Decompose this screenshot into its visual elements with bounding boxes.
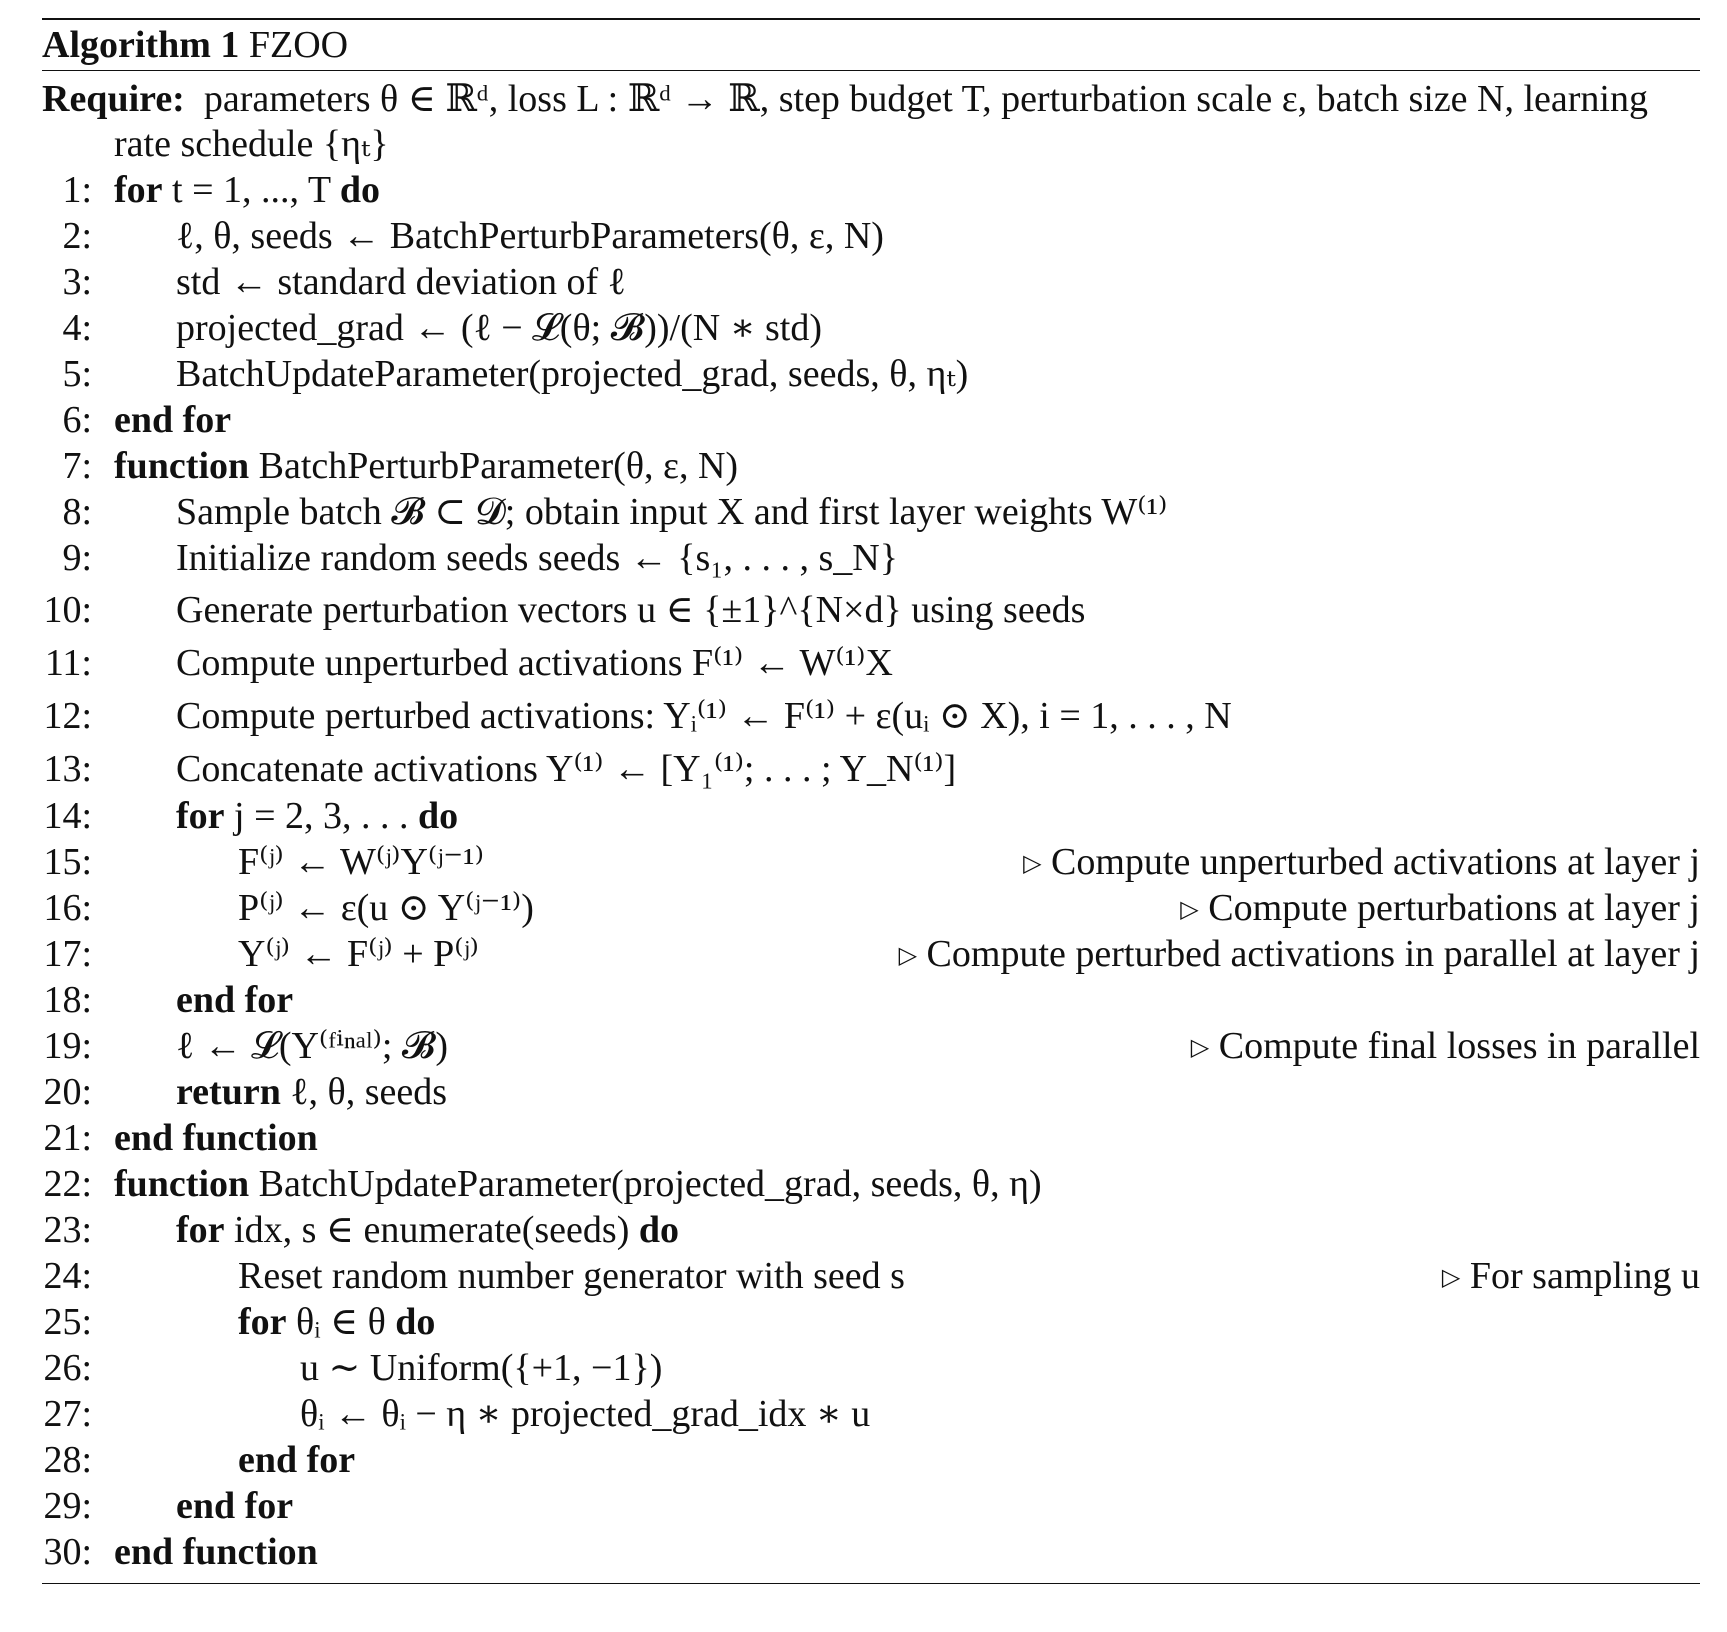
- algorithm-line: [42, 1391, 1700, 1437]
- algorithm-line: [42, 305, 1700, 351]
- line-body: std ← standard deviation of ℓ: [176, 261, 626, 303]
- line-body: projected_grad ← (ℓ − 𝓛(θ; 𝓑))/(N ∗ std): [176, 307, 823, 349]
- keyword: do: [395, 1301, 436, 1343]
- line-number: 5:: [62, 353, 92, 395]
- algorithm-label: Algorithm 1: [42, 24, 240, 66]
- line-body: for θᵢ ∈ θ do: [238, 1301, 436, 1343]
- line-number: 23:: [43, 1209, 92, 1251]
- algorithm-line: [42, 839, 1700, 885]
- algorithm-lines: [42, 167, 1700, 1575]
- line-body: θᵢ ← θᵢ − η ∗ projected_grad_idx ∗ u: [300, 1393, 871, 1435]
- keyword: end for: [114, 399, 232, 441]
- line-body: [114, 397, 231, 443]
- algorithm-line: [42, 443, 1700, 489]
- comment-text: Compute perturbations at layer j: [1208, 887, 1700, 929]
- algorithm-line: [42, 1207, 1700, 1253]
- comment-text: Compute final losses in parallel: [1218, 1025, 1700, 1067]
- line-body: Sample batch 𝓑 ⊂ 𝓓; obtain input X and first layer weights W⁽¹⁾: [176, 491, 1168, 533]
- line-number: 20:: [43, 1071, 92, 1113]
- comment-triangle-icon: ▷: [1023, 851, 1042, 877]
- line-body: return ℓ, θ, seeds: [176, 1071, 448, 1113]
- comment-text: Compute unperturbed activations at layer j: [1051, 841, 1700, 883]
- algorithm-block: [42, 18, 1700, 1584]
- line-body: BatchUpdateParameter(projected_grad, seeds, θ, ηₜ): [176, 353, 969, 395]
- algorithm-line: [42, 885, 1700, 931]
- line-number: 29:: [43, 1485, 92, 1527]
- keyword: function: [114, 1163, 250, 1205]
- line-comment: [1442, 1253, 1700, 1301]
- line-number: 22:: [43, 1163, 92, 1205]
- line-body: [176, 977, 293, 1023]
- line-body: function BatchUpdateParameter(projected_grad, seeds, θ, η): [114, 1163, 1042, 1205]
- line-number: 11:: [44, 642, 92, 684]
- keyword: for: [238, 1301, 287, 1343]
- line-number: 8:: [62, 491, 92, 533]
- line-number: 27:: [43, 1393, 92, 1435]
- algorithm-line: [42, 634, 1700, 687]
- line-comment: [899, 931, 1700, 979]
- algorithm-line: [42, 1023, 1700, 1069]
- comment-text: For sampling u: [1469, 1255, 1700, 1297]
- line-body: u ∼ Uniform({+1, −1}): [300, 1347, 663, 1389]
- line-body: P⁽ʲ⁾ ← ε(u ⊙ Y⁽ʲ⁻¹⁾): [238, 887, 534, 929]
- line-number: 10:: [43, 589, 92, 631]
- line-number: 14:: [43, 795, 92, 837]
- algorithm-line: [42, 351, 1700, 397]
- algorithm-line: [42, 1483, 1700, 1529]
- line-body: Initialize random seeds seeds ← {s₁, . . . , s_N}: [176, 537, 898, 579]
- line-body: [114, 1115, 318, 1161]
- line-number: 9:: [62, 537, 92, 579]
- keyword: do: [638, 1209, 679, 1251]
- algorithm-line: [42, 740, 1700, 793]
- line-number: 28:: [43, 1439, 92, 1481]
- line-body: function BatchPerturbParameter(θ, ε, N): [114, 445, 739, 487]
- line-comment: [1023, 839, 1700, 887]
- keyword: return: [176, 1071, 281, 1113]
- line-body: F⁽ʲ⁾ ← W⁽ʲ⁾Y⁽ʲ⁻¹⁾: [238, 841, 484, 883]
- algorithm-line: [42, 1115, 1700, 1161]
- keyword: for: [176, 1209, 225, 1251]
- algorithm-title: [42, 20, 1700, 70]
- comment-triangle-icon: ▷: [898, 943, 918, 969]
- line-body: Concatenate activations Y⁽¹⁾ ← [Y₁⁽¹⁾; . . . ; Y_N⁽¹⁾]: [176, 748, 957, 790]
- keyword: end function: [114, 1117, 318, 1159]
- line-body: ℓ ← 𝓛(Y⁽ᶠⁱⁿᵃˡ⁾; 𝓑): [176, 1025, 449, 1067]
- line-comment: [1180, 885, 1700, 933]
- line-number: 1:: [62, 169, 92, 211]
- algorithm-line: [42, 1161, 1700, 1207]
- line-body: Generate perturbation vectors u ∈ {±1}^{N×d} using seeds: [176, 589, 1086, 631]
- line-body: Compute perturbed activations: Yᵢ⁽¹⁾ ← F⁽¹⁾ + ε(uᵢ ⊙ X), i = 1, . . . , N: [176, 695, 1232, 737]
- line-number: 18:: [43, 979, 92, 1021]
- comment-triangle-icon: ▷: [1180, 897, 1199, 923]
- require-clause: [42, 71, 1700, 167]
- require-text: parameters θ ∈ ℝᵈ, loss L : ℝᵈ → ℝ, step budget T, perturbation scale ε, batch size N, learning rate schedule {ηₜ}: [114, 78, 1648, 165]
- line-body: [176, 1483, 293, 1529]
- keyword: for: [114, 169, 163, 211]
- comment-triangle-icon: ▷: [1190, 1035, 1210, 1061]
- line-body: for t = 1, ..., T do: [114, 169, 380, 211]
- line-number: 15:: [43, 841, 92, 883]
- keyword: do: [418, 795, 459, 837]
- line-number: 26:: [43, 1347, 92, 1389]
- algorithm-line: [42, 259, 1700, 305]
- algorithm-line: [42, 213, 1700, 259]
- algorithm-line: [42, 1069, 1700, 1115]
- keyword: for: [176, 795, 225, 837]
- line-body: [238, 1437, 355, 1483]
- algorithm-line: [42, 1253, 1700, 1299]
- algorithm-line: [42, 581, 1700, 634]
- line-body: Reset random number generator with seed s: [238, 1255, 905, 1297]
- keyword: do: [339, 169, 380, 211]
- line-body: for j = 2, 3, . . . do: [176, 795, 459, 837]
- line-number: 12:: [43, 695, 92, 737]
- line-number: 30:: [43, 1531, 92, 1573]
- keyword: end for: [176, 1485, 294, 1527]
- comment-triangle-icon: ▷: [1441, 1265, 1461, 1291]
- line-number: 4:: [62, 307, 92, 349]
- algorithm-name: FZOO: [248, 24, 349, 66]
- line-body: [114, 1529, 318, 1575]
- line-number: 24:: [43, 1255, 92, 1297]
- line-comment: [1191, 1023, 1700, 1071]
- algorithm-line: [42, 397, 1700, 443]
- line-number: 3:: [62, 261, 92, 303]
- keyword: end for: [238, 1439, 356, 1481]
- algorithm-line: [42, 1437, 1700, 1483]
- line-number: 25:: [43, 1301, 92, 1343]
- line-number: 2:: [62, 215, 92, 257]
- keyword: end function: [114, 1531, 318, 1573]
- line-body: for idx, s ∈ enumerate(seeds) do: [176, 1209, 679, 1251]
- algorithm-line: [42, 977, 1700, 1023]
- line-body: Compute unperturbed activations F⁽¹⁾ ← W⁽¹⁾X: [176, 642, 893, 684]
- line-number: 13:: [43, 748, 92, 790]
- line-number: 6:: [62, 399, 92, 441]
- require-label: Require:: [42, 78, 185, 120]
- line-number: 16:: [43, 887, 92, 929]
- algorithm-line: [42, 489, 1700, 535]
- algorithm-line: [42, 1299, 1700, 1345]
- line-number: 19:: [43, 1025, 92, 1067]
- algorithm-line: [42, 167, 1700, 213]
- algorithm-line: [42, 1345, 1700, 1391]
- keyword: function: [114, 445, 250, 487]
- line-body: ℓ, θ, seeds ← BatchPerturbParameters(θ, ε, N): [176, 215, 884, 257]
- line-number: 21:: [43, 1117, 92, 1159]
- algorithm-line: [42, 931, 1700, 977]
- line-number: 17:: [43, 933, 92, 975]
- line-number: 7:: [62, 445, 92, 487]
- algorithm-line: [42, 687, 1700, 740]
- algorithm-line: [42, 535, 1700, 581]
- bottom-rule: [42, 1583, 1700, 1584]
- keyword: end for: [176, 979, 294, 1021]
- comment-text: Compute perturbed activations in parallel at layer j: [926, 933, 1700, 975]
- line-body: Y⁽ʲ⁾ ← F⁽ʲ⁾ + P⁽ʲ⁾: [238, 933, 479, 975]
- algorithm-line: [42, 793, 1700, 839]
- algorithm-line: [42, 1529, 1700, 1575]
